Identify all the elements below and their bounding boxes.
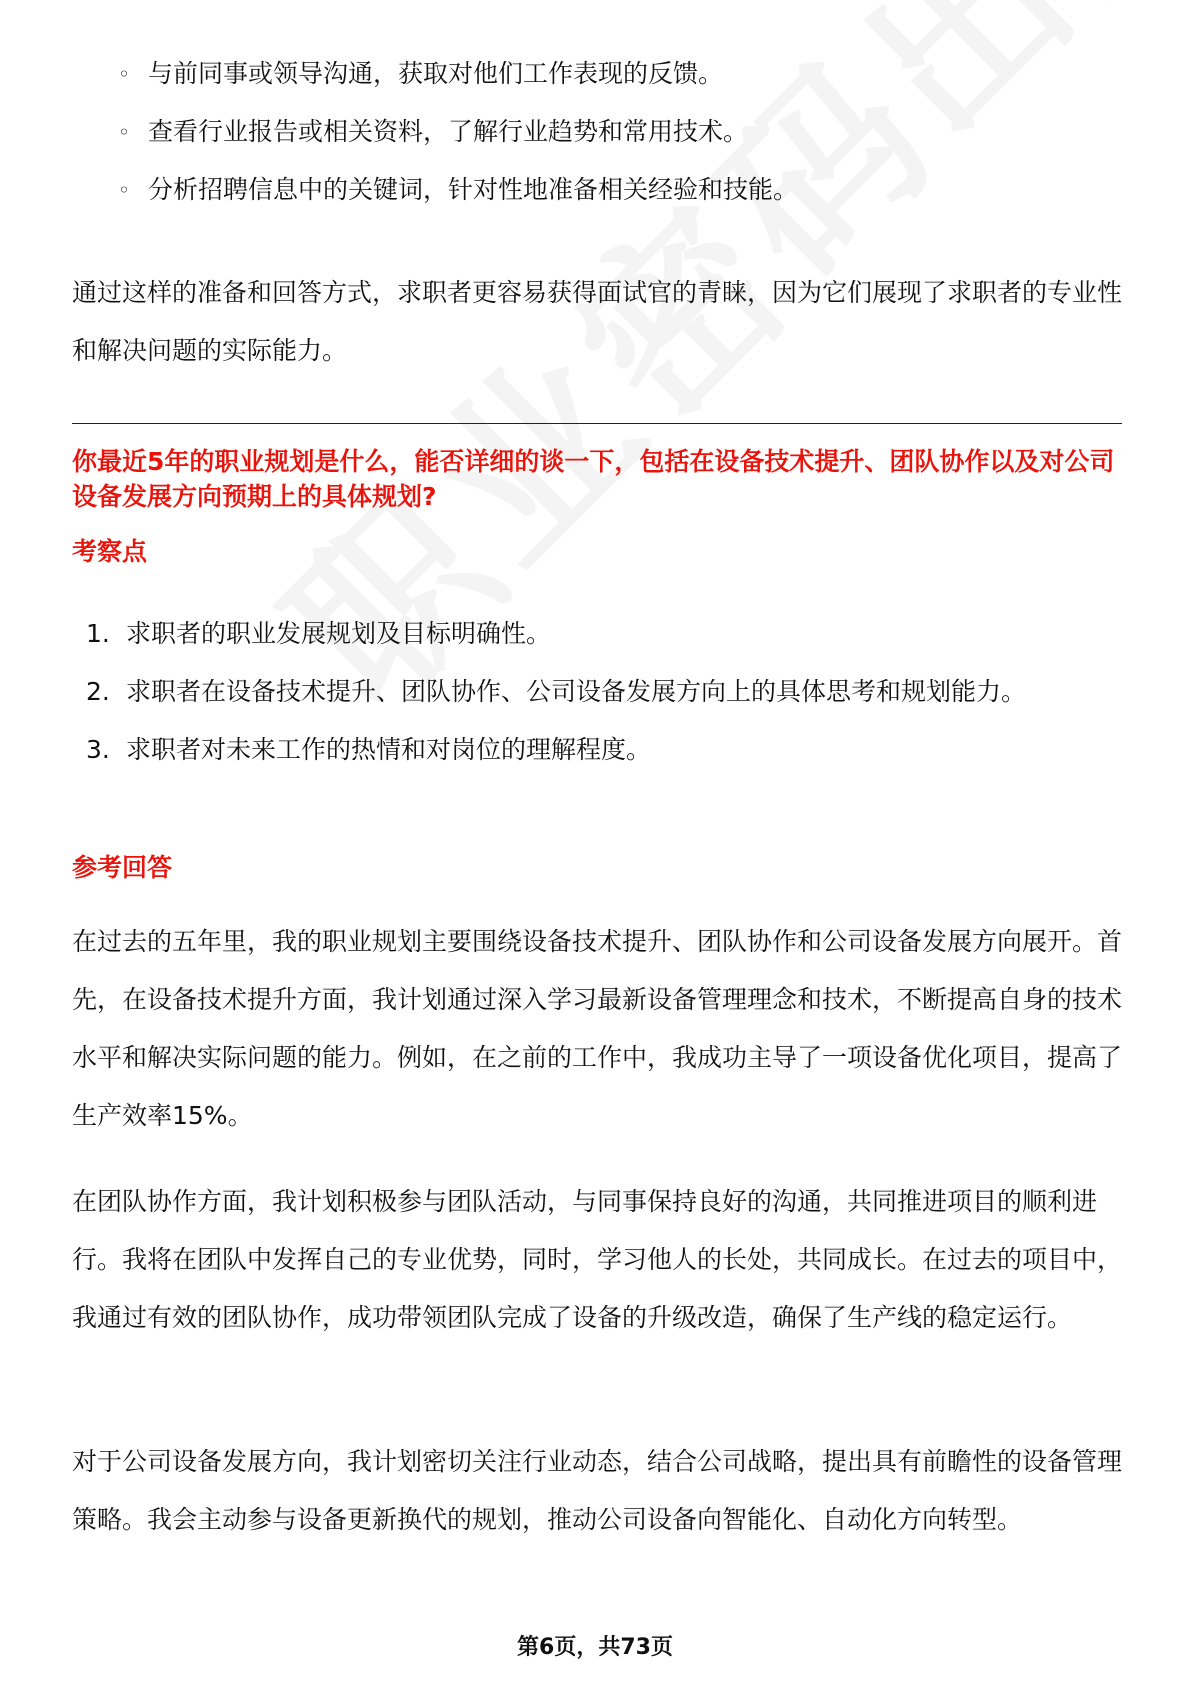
bullet-marker: ◦ bbox=[118, 120, 130, 144]
question-heading: 你最近5年的职业规划是什么，能否详细的谈一下，包括在设备技术提升、团队协作以及对公司设备发展方向预期上的具体规划? bbox=[72, 447, 1115, 511]
list-item bbox=[72, 605, 1122, 663]
bullet-text: 分析招聘信息中的关键词，针对性地准备相关经验和技能。 bbox=[148, 175, 799, 204]
item-number: 3. bbox=[86, 735, 110, 764]
list-item bbox=[118, 56, 1108, 114]
item-number: 1. bbox=[86, 619, 110, 648]
item-text: 求职者对未来工作的热情和对岗位的理解程度。 bbox=[126, 735, 652, 764]
bullet-text: 查看行业报告或相关资料，了解行业趋势和常用技术。 bbox=[148, 117, 749, 146]
list-item bbox=[72, 721, 1122, 779]
answer-paragraph: 对于公司设备发展方向，我计划密切关注行业动态，结合公司战略，提出具有前瞻性的设备管理策略。我会主动参与设备更新换代的规划，推动公司设备向智能化、自动化方向转型。 bbox=[72, 1447, 1123, 1534]
list-item bbox=[118, 114, 1108, 172]
answer-heading: 参考回答 bbox=[72, 853, 173, 882]
list-item bbox=[72, 663, 1122, 721]
item-number: 2. bbox=[86, 677, 110, 706]
tips-bullet-list bbox=[118, 56, 1108, 230]
bullet-text: 与前同事或领导沟通，获取对他们工作表现的反馈。 bbox=[148, 59, 724, 88]
assessment-heading: 考察点 bbox=[72, 537, 148, 566]
bullet-marker: ◦ bbox=[118, 178, 130, 202]
intro-paragraph: 通过这样的准备和回答方式，求职者更容易获得面试官的青睐，因为它们展现了求职者的专业性和解决问题的实际能力。 bbox=[72, 278, 1123, 365]
answer-paragraph: 在团队协作方面，我计划积极参与团队活动，与同事保持良好的沟通，共同推进项目的顺利进行。我将在团队中发挥自己的专业优势，同时，学习他人的长处，共同成长。在过去的项目中，我通过有效的团队协作，成功带领团队完成了设备的升级改造，确保了生产线的稳定运行。 bbox=[72, 1187, 1123, 1332]
item-text: 求职者在设备技术提升、团队协作、公司设备发展方向上的具体思考和规划能力。 bbox=[126, 677, 1027, 706]
assessment-list bbox=[72, 605, 1122, 779]
page-footer: 第6页，共73页 bbox=[517, 1635, 673, 1660]
list-item bbox=[118, 172, 1108, 230]
section-divider bbox=[72, 423, 1122, 424]
bullet-marker: ◦ bbox=[118, 62, 130, 86]
answer-paragraph: 在过去的五年里，我的职业规划主要围绕设备技术提升、团队协作和公司设备发展方向展开。首先，在设备技术提升方面，我计划通过深入学习最新设备管理理念和技术，不断提高自身的技术水平和解决实际问题的能力。例如，在之前的工作中，我成功主导了一项设备优化项目，提高了生产效率15%。 bbox=[72, 927, 1123, 1130]
item-text: 求职者的职业发展规划及目标明确性。 bbox=[126, 619, 552, 648]
